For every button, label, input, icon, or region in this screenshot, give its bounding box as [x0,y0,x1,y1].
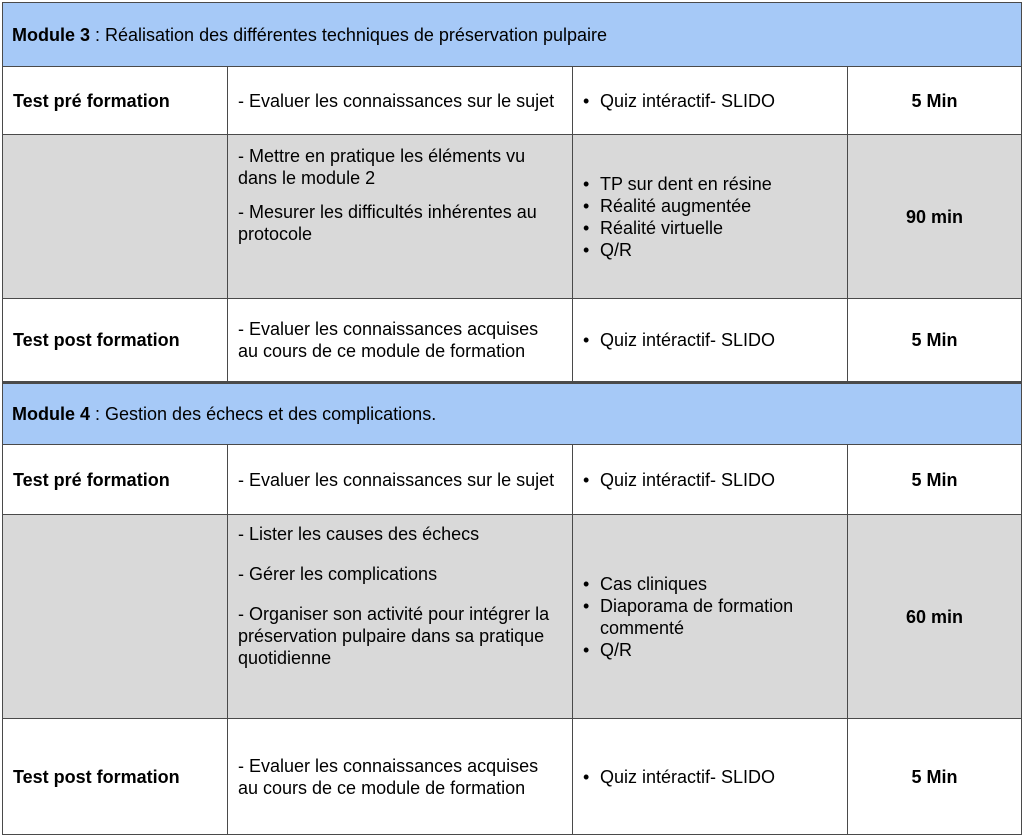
row-label: Test post formation [3,299,228,383]
objectives-cell [228,445,573,515]
row-label: Test post formation [3,719,228,835]
row-label [3,515,228,719]
module-number: Module 3 [12,24,91,45]
table-row [3,135,1022,299]
objective-item: - Evaluer les connaissances acquises au cours de ce module de formation [238,319,539,361]
objective-item: - Mesurer les difficultés inhérentes au protocole [238,202,537,244]
objectives-cell [228,299,573,383]
table-row [3,515,1022,719]
objective-item: - Evaluer les connaissances acquises au cours de ce module de formation [238,755,539,798]
method-item: • Q/R [583,639,837,661]
objective-item: - Organiser son activité pour intégrer la préservation pulpaire dans sa pratique quotidienne [238,604,550,668]
module-title [3,383,1022,445]
methods-cell [573,135,848,299]
duration-cell: 60 min [848,515,1022,719]
methods-cell [573,445,848,515]
method-item: • TP sur dent en résine [583,173,837,195]
objective-item: - Evaluer les connaissances sur le sujet [238,90,555,111]
duration-cell: 90 min [848,135,1022,299]
method-item: • Cas cliniques [583,573,837,595]
method-item: • Quiz intéractif- SLIDO [583,90,837,112]
methods-cell [573,299,848,383]
module-header-row [3,3,1022,67]
method-item: • Réalité augmentée [583,195,837,217]
methods-cell [573,515,848,719]
duration-cell: 5 Min [848,445,1022,515]
objective-item: - Lister les causes des échecs [238,524,480,544]
training-program-table [2,2,1022,835]
module-header-row [3,383,1022,445]
objectives-cell [228,135,573,299]
method-item: • Réalité virtuelle [583,217,837,239]
duration-cell: 5 Min [848,719,1022,835]
objective-item: - Mettre en pratique les éléments vu dans le module 2 [238,146,526,188]
row-label: Test pré formation [3,67,228,135]
table-row [3,299,1022,383]
module-title [3,3,1022,67]
row-label: Test pré formation [3,445,228,515]
objectives-cell [228,67,573,135]
table-row [3,719,1022,835]
objective-item: - Evaluer les connaissances sur le sujet [238,469,555,490]
objective-item: - Gérer les complications [238,564,438,584]
method-item: • Quiz intéractif- SLIDO [583,329,837,351]
duration-cell: 5 Min [848,67,1022,135]
method-item: • Diaporama de formation commenté [583,595,837,639]
methods-cell [573,67,848,135]
module-number: Module 4 [12,404,91,424]
method-item: • Quiz intéractif- SLIDO [583,766,837,788]
table-row [3,445,1022,515]
method-item: • Quiz intéractif- SLIDO [583,469,837,491]
table-row [3,67,1022,135]
objectives-cell [228,719,573,835]
methods-cell [573,719,848,835]
method-item: • Q/R [583,239,837,261]
duration-cell: 5 Min [848,299,1022,383]
row-label [3,135,228,299]
objectives-cell [228,515,573,719]
module-name: : Réalisation des différentes techniques de préservation pulpaire [90,24,608,45]
module-name: : Gestion des échecs et des complications. [90,404,437,424]
